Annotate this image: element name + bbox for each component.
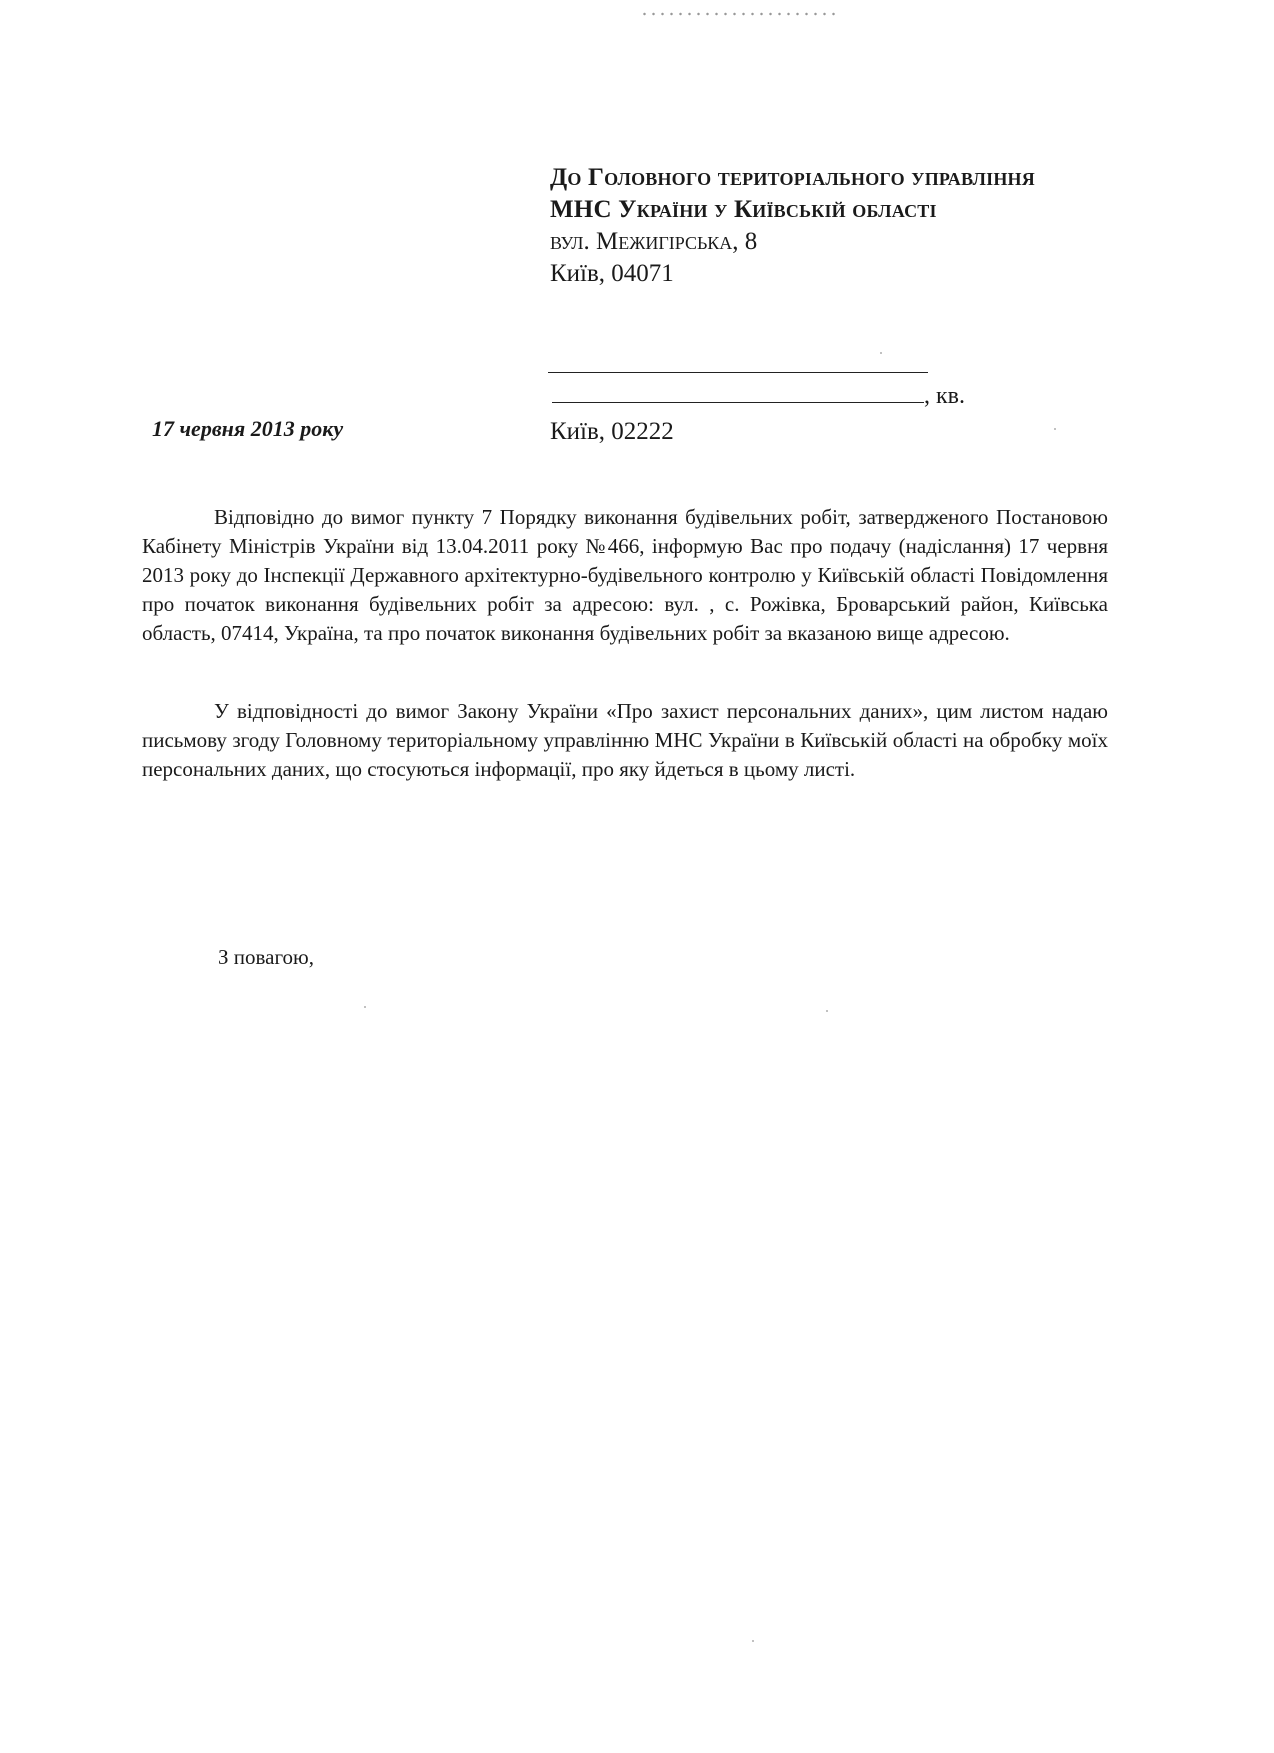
- sender-name-blank-line: [548, 372, 928, 373]
- addressee-organization-line2: МНС України у Київській області: [550, 196, 937, 223]
- scan-speck: [826, 1010, 828, 1012]
- scan-speck: [752, 1640, 754, 1642]
- scan-speck: [1054, 428, 1056, 430]
- body-paragraph-2: У відповідності до вимог Закону України «Про захист персональних даних», цим листом надаю письмову згоду Головному територіальному управлінню МНС України в Київській області на обробку моїх персональних даних, що стосуються інформації, про яку йдеться в цьому листі.: [142, 699, 1108, 781]
- sender-address-blank-line: [552, 402, 924, 403]
- scan-speck: [364, 1006, 366, 1008]
- body-paragraph-1: Відповідно до вимог пункту 7 Порядку виконання будівельних робіт, затвердженого Постановою Кабінету Міністрів України від 13.04.2011 року №466, інформую Вас про подачу (надіслання) 17 червня 2013 року до Інспекції Державного архітектурно-будівельного контролю у Київській області Повідомлення про початок виконання будівельних робіт за адресою: вул. , с. Рожівка, Броварський район, Київська область, 07414, Україна, та про початок виконання будівельних робіт за вказаною вище адресою.: [142, 505, 1108, 645]
- addressee-block: [550, 162, 1170, 290]
- sender-apartment-suffix: , кв.: [924, 383, 965, 409]
- letter-date: 17 червня 2013 року: [152, 416, 344, 441]
- addressee-organization-line1: До Головного територіального управління: [550, 164, 1035, 191]
- scan-speck: [880, 352, 882, 354]
- sender-city: Київ, 02222: [550, 418, 674, 445]
- addressee-city: Київ, 04071: [550, 260, 674, 287]
- scan-artifact: [640, 10, 840, 18]
- closing-salutation: З повагою,: [218, 945, 314, 969]
- addressee-street: вул. Межигірська, 8: [550, 228, 758, 255]
